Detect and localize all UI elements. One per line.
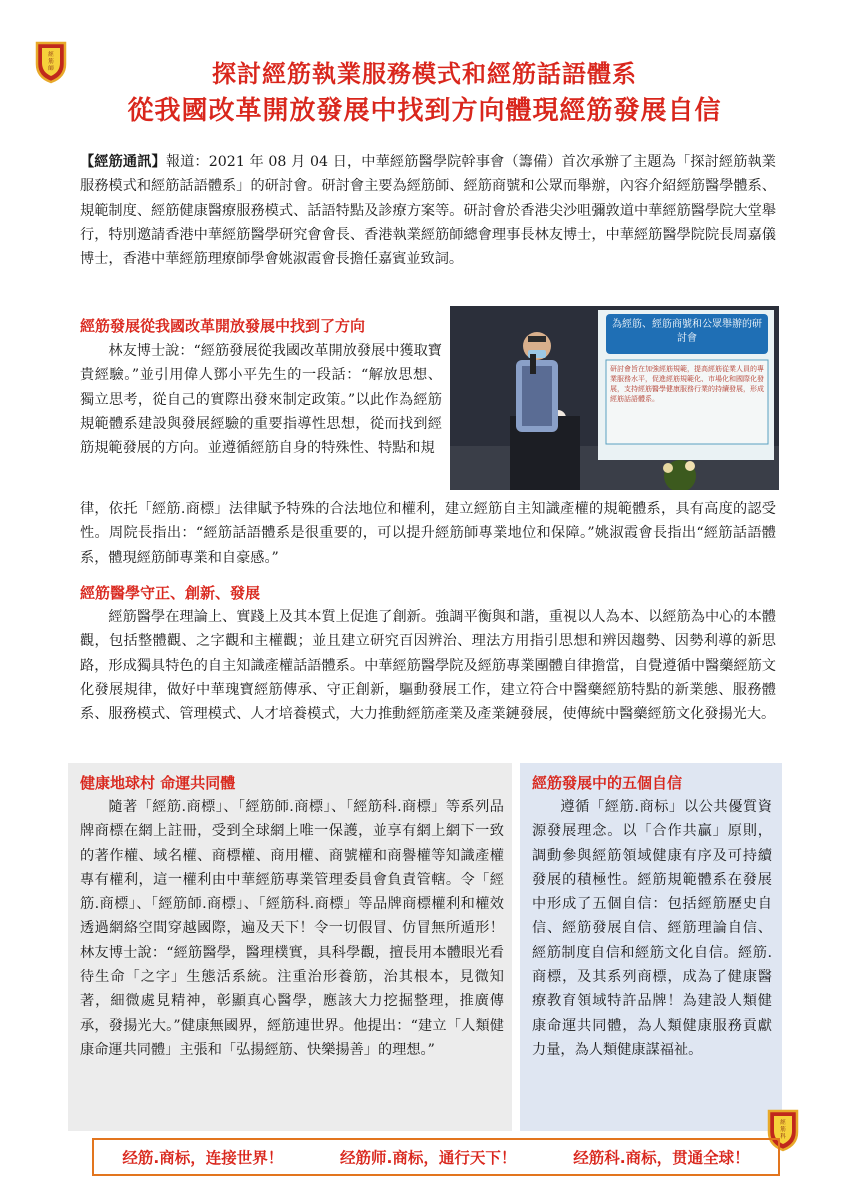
section1-heading: 經筋發展從我國改革開放發展中找到了方向 <box>80 317 366 335</box>
title-line-2: 從我國改革開放發展中找到方向體現經筋發展自信 <box>127 96 722 126</box>
footer-slogan-3: 经筋科.商标，贯通全球！ <box>573 1149 750 1167</box>
photo-banner-text: 為經筋、經筋商號和公眾舉辦的研討會 <box>612 319 762 344</box>
footer-slogan-2: 经筋师.商标，通行天下！ <box>340 1149 517 1167</box>
footer-slogan-1: 经筋.商标，连接世界！ <box>122 1149 284 1167</box>
section2-heading: 經筋醫學守正、創新、發展 <box>80 584 261 602</box>
section1-full-text: 律，依托「經筋.商標」法律賦予特殊的合法地位和權利，建立經筋自主知識產權的規範體系，具有高度的認受性。周院長指出：“經筋話語體系是很重要的，可以提升經筋師專業地位和保障。”姚淑霞會長指出“經筋話語體系，體現經筋師專業和自豪感。” <box>80 501 776 566</box>
intro-text: 報道：2021 年 08 月 04 日，中華經筋醫學院幹事會（籌備）首次承辦了主題為「探討經筋執業服務模式和經筋話語體系」的研討會。研討會主要為經筋師、經筋商號和公眾而舉辦，內容介紹經筋醫學體系、規範制度、經筋健康醫療服務模式、話語特點及診療方案等。研討會於香港尖沙咀彌敦道中華經筋醫學院大堂舉行，特別邀請香港中華經筋醫學研究會會長、香港執業經筋師總會理事長林友博士，中華經筋醫學院院長周嘉儀博士，香港中華經筋理療師學會姚淑霞會長擔任嘉賓並致詞。 <box>80 154 776 268</box>
intro-lead: 【經筋通訊】 <box>80 154 166 170</box>
title-line-1: 探討經筋執業服務模式和經筋話語體系 <box>212 60 637 88</box>
box-right-heading: 經筋發展中的五個自信 <box>532 774 683 792</box>
box-left-heading: 健康地球村 命運共同體 <box>80 774 236 792</box>
seminar-photo <box>450 306 779 490</box>
section2-text: 經筋醫學在理論上、實踐上及其本質上促進了創新。強調平衡與和諧，重視以人為本、以經筋為中心的本體觀，包括整體觀、之字觀和主權觀；並且建立研究百因辨治、理法方用指引思想和辨因趨勢、因勢利導的新思路，形成獨具特色的自主知識產權話語體系。中華經筋醫學院及經筋專業團體自律擔當，自覺遵循中醫藥經筋文化發展規律，做好中華瑰寶經筋傳承、守正創新，驅動發展工作，建立符合中醫藥經筋特點的新業態、服務體系、服務模式、管理模式、人才培養模式，大力推動經筋產業及產業鏈發展，使傳統中醫藥經筋文化發揚光大。 <box>80 609 776 723</box>
svg-text:筋: 筋 <box>780 1127 786 1133</box>
footer-slogans <box>92 1138 780 1176</box>
box-left-text: 隨著「經筋.商標」、「經筋師.商標」、「經筋科.商標」等系列品牌商標在網上註冊，受到全球網上唯一保護，並享有網上網下一致的著作權、域名權、商標權、商用權、商號權和商譽權等知識產權專有權利，這一權利由中華經筋專業管理委員會負責管轄。令「經筋.商標」、「經筋師.商標」、「經筋科.商標」等品牌商標權利和權效透過網絡空間穿越國際，遍及天下！令一切假冒、仿冒無所遁形！林友博士說：“經筋醫學，醫理樸實，具科學觀，擅長用本體眼光看待生命「之字」生態活系統。注重治形養筋，治其根本，見微知著，細微處見精神，彰顯真心醫學，應該大力挖掘整理，推廣傳承，發揚光大。”健康無國界，經筋連世界。他提出：“建立「人類健康命運共同體」主張和「弘揚經筋、快樂揚善」的理想。” <box>80 799 504 1058</box>
svg-text:經: 經 <box>48 52 54 58</box>
photo-screen-text: 研討會旨在加強經筋規範，提高經筋從業人員的專業服務水平，促進經筋規範化、市場化和國際化發展，支持經筋醫學健康服務行業的持續發展，形成經筋話語體系。 <box>610 365 764 403</box>
svg-text:師: 師 <box>48 66 54 72</box>
svg-text:筋: 筋 <box>48 59 54 65</box>
intro-paragraph <box>80 150 776 271</box>
svg-text:科: 科 <box>780 1134 786 1140</box>
svg-text:經: 經 <box>780 1120 786 1126</box>
section1-wrap-text: 林友博士說：“經筋發展從我國改革開放發展中獲取寶貴經驗。”並引用偉人鄧小平先生的一段話：“解放思想、獨立思考，從自己的實際出發來制定政策。”以此作為經筋規範體系建設與發展經驗的重要指導性思想，從而找到經筋規範發展的方向。並遵循經筋自身的特殊性、特點和規 <box>80 343 442 457</box>
box-right-text: 遵循「經筋.商标」以公共優質資源發展理念。以「合作共贏」原則，調動參與經筋領域健康有序及可持續發展的積極性。經筋規範體系在發展中形成了五個自信：包括經筋歷史自信、經筋發展自信、經筋理論自信、經筋制度自信和經筋文化自信。經筋.商標，及其系列商標，成為了健康醫療教育領域特許品牌！為建設人類健康命運共同體，為人類健康服務貢獻力量，為人類健康謀福祉。 <box>532 799 772 1058</box>
